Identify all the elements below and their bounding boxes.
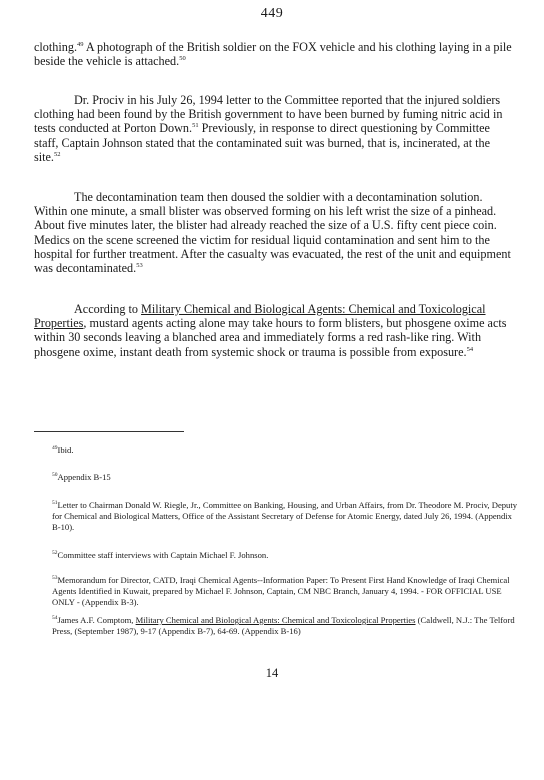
- footnote-text: Memorandum for Director, CATD, Iraqi Chemical Agents--Information Paper: To Present First Hand Knowledge of Iraqi Chemical Agents Identified in Kuwait, prepared by Michael F. Johnson, Captain, CM NBC Branch, January 4, 1994. - FOR OFFICIAL USE ONLY - (Appendix B-3).: [52, 575, 510, 607]
- footnote-ref-50[interactable]: 50: [179, 55, 186, 63]
- footnote-text: Appendix B-15: [57, 472, 111, 482]
- paragraph-prociv-letter: [34, 93, 512, 164]
- footnote-52: [34, 550, 518, 561]
- footnote-text: Letter to Chairman Donald W. Riegle, Jr., Committee on Banking, Housing, and Urban Affairs, from Dr. Theodore M. Prociv, Deputy for Chemical and Biological Matters, Office of the Assistant Secretary of Defense for Atomic Energy, dated July 26, 1994. (Appendix B-10).: [52, 500, 518, 532]
- footnote-54: [34, 615, 518, 637]
- footnote-divider: [34, 431, 184, 432]
- top-page-number: 449: [260, 6, 284, 21]
- paragraph-photo: [34, 40, 512, 68]
- paragraph-text: A photograph of the British soldier on the FOX vehicle and his clothing laying in a pile beside the vehicle is attached.: [34, 40, 512, 69]
- footnote-ref-52[interactable]: 52: [53, 150, 61, 158]
- paragraph-text: The decontamination team then doused the soldier with a decontamination solution. Within one minute, a small blister was observed forming on his left wrist the size of a pinhead. About five minutes later, the blister had already reached the size of a U.S. fifty cent piece coin. Medics on the scene screened the victim for residual liquid contamination and sent him to the hospital for further treatment. After the casualty was evacuated, the rest of the unit and equipment was decontaminated.: [34, 190, 511, 276]
- paragraph-text: , mustard agents acting alone may take hours to form blisters, but phosgene oxime acts within 30 seconds leaving a blanched area and immediately forms a red rash-like ring. With phosgene oxime, instant death from systemic shock or trauma is possible from exposure.: [34, 316, 507, 359]
- footnote-ref-54[interactable]: 54: [466, 345, 474, 353]
- footnote-number: 52: [52, 550, 58, 557]
- footnote-ref-51[interactable]: 51: [192, 122, 199, 130]
- footnote-text: James A.F. Comptom,: [57, 615, 136, 625]
- paragraph-text: clothing.: [34, 40, 77, 54]
- footnote-number: 50: [52, 472, 58, 479]
- footnote-51: [34, 500, 518, 533]
- paragraph-text: Previously, in response to direct questioning by Committee staff, Captain Johnson stated that the contaminated suit was burned, that is, incinerated, at the site.: [34, 121, 491, 164]
- paragraph-phosgene-oxime: [34, 302, 512, 359]
- cited-title: Military Chemical and Biological Agents: Chemical and Toxicological Properties: [135, 615, 416, 625]
- footnote-ref-49[interactable]: 49: [77, 40, 84, 48]
- footnote-ref-53[interactable]: 53: [136, 261, 143, 269]
- footnote-number: 51: [52, 500, 58, 507]
- footnote-text: Ibid.: [57, 445, 74, 455]
- footnote-49: [34, 445, 518, 456]
- footnote-number: 49: [52, 445, 58, 452]
- footnote-50: [34, 472, 518, 483]
- footnote-text: (Caldwell, N.J.: The Telford Press, (September 1987), 9-17 (Appendix B-7), 64-69. (Appendix B-16): [52, 615, 515, 636]
- bottom-page-number: 14: [265, 666, 279, 680]
- footnote-text: Committee staff interviews with Captain Michael F. Johnson.: [57, 550, 269, 560]
- footnote-53: [34, 575, 518, 608]
- cited-title: Military Chemical and Biological Agents: Chemical and Toxicological Properties: [34, 302, 486, 331]
- paragraph-text: According to: [74, 302, 142, 316]
- paragraph-text: Dr. Prociv in his July 26, 1994 letter to the Committee reported that the injured soldiers clothing had been found by the British government to have been burned by fuming nitric acid in tests conducted at Porton Down.: [34, 93, 503, 136]
- footnote-number: 53: [52, 575, 58, 582]
- paragraph-decontamination: [34, 190, 512, 275]
- footnote-number: 54: [52, 615, 58, 622]
